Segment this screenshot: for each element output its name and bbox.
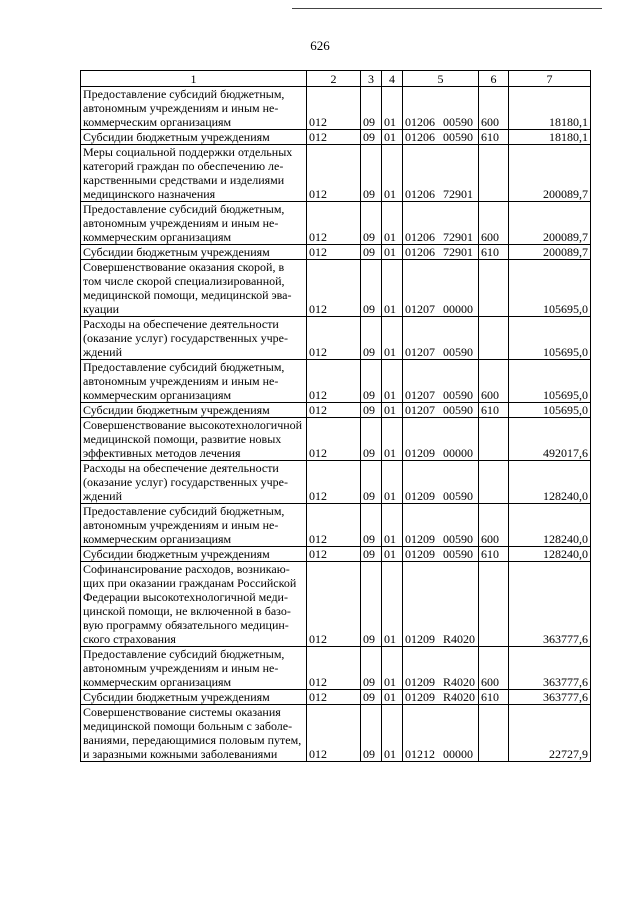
row-code-section: 09 xyxy=(361,418,382,461)
row-target-article xyxy=(403,145,479,202)
header-row xyxy=(81,71,591,87)
row-target-article xyxy=(403,647,479,690)
row-amount: 105695,0 xyxy=(509,360,591,403)
row-amount: 200089,7 xyxy=(509,145,591,202)
row-code-subsection: 01 xyxy=(382,705,403,762)
row-code-section: 09 xyxy=(361,461,382,504)
table-row xyxy=(81,403,591,418)
header-col-2: 2 xyxy=(307,71,361,87)
row-code-subsection: 01 xyxy=(382,202,403,245)
row-code-subsection: 01 xyxy=(382,317,403,360)
target-article-program: 01207 xyxy=(405,345,435,359)
row-expense-type: 600 xyxy=(479,360,509,403)
target-article-direction: 00000 xyxy=(443,747,473,761)
target-article-program: 01207 xyxy=(405,403,435,417)
row-code-ministry: 012 xyxy=(307,504,361,547)
row-code-subsection: 01 xyxy=(382,87,403,130)
target-article-direction: 00590 xyxy=(443,130,473,144)
target-article-direction: 00590 xyxy=(443,547,473,561)
row-amount: 18180,1 xyxy=(509,130,591,145)
target-article-program: 01206 xyxy=(405,230,435,244)
row-expense-type xyxy=(479,705,509,762)
row-code-subsection: 01 xyxy=(382,418,403,461)
row-description: Софинансирование расходов, возникающих при оказании гражданам Российской Федерации высокотехнологичной медицинской помощи, не включенной в базовую программу обязательного медицинского страхования xyxy=(81,562,307,647)
table-row xyxy=(81,504,591,547)
budget-table xyxy=(80,70,591,762)
row-target-article xyxy=(403,690,479,705)
row-amount: 22727,9 xyxy=(509,705,591,762)
row-code-section: 09 xyxy=(361,647,382,690)
row-expense-type: 610 xyxy=(479,690,509,705)
row-code-subsection: 01 xyxy=(382,562,403,647)
target-article-program: 01212 xyxy=(405,747,435,761)
target-article-direction: 72901 xyxy=(443,187,473,201)
row-amount: 105695,0 xyxy=(509,403,591,418)
table-row xyxy=(81,260,591,317)
row-code-section: 09 xyxy=(361,317,382,360)
row-description: Субсидии бюджетным учреждениям xyxy=(81,547,307,562)
row-amount: 128240,0 xyxy=(509,461,591,504)
row-amount: 492017,6 xyxy=(509,418,591,461)
top-rule xyxy=(292,8,602,9)
row-code-subsection: 01 xyxy=(382,145,403,202)
table-row xyxy=(81,690,591,705)
target-article-direction: 00590 xyxy=(443,403,473,417)
table-row xyxy=(81,461,591,504)
target-article-program: 01206 xyxy=(405,187,435,201)
row-expense-type xyxy=(479,317,509,360)
row-code-section: 09 xyxy=(361,705,382,762)
header-col-5: 5 xyxy=(403,71,479,87)
row-code-section: 09 xyxy=(361,403,382,418)
row-expense-type: 600 xyxy=(479,647,509,690)
row-code-subsection: 01 xyxy=(382,260,403,317)
table-row xyxy=(81,145,591,202)
row-expense-type: 600 xyxy=(479,87,509,130)
row-target-article xyxy=(403,504,479,547)
target-article-program: 01209 xyxy=(405,489,435,503)
header-col-6: 6 xyxy=(479,71,509,87)
row-code-ministry: 012 xyxy=(307,418,361,461)
row-target-article xyxy=(403,418,479,461)
row-amount: 200089,7 xyxy=(509,245,591,260)
target-article-program: 01209 xyxy=(405,675,435,689)
header-col-4: 4 xyxy=(382,71,403,87)
row-description: Субсидии бюджетным учреждениям xyxy=(81,245,307,260)
page-number: 626 xyxy=(310,38,330,53)
table-row xyxy=(81,245,591,260)
header-col-7: 7 xyxy=(509,71,591,87)
table-row xyxy=(81,547,591,562)
row-code-ministry: 012 xyxy=(307,360,361,403)
row-amount: 105695,0 xyxy=(509,260,591,317)
row-description: Предоставление субсидий бюджетным, автономным учреждениям и иным некоммерческим организациям xyxy=(81,87,307,130)
row-amount: 363777,6 xyxy=(509,690,591,705)
target-article-direction: 00590 xyxy=(443,115,473,129)
row-target-article xyxy=(403,705,479,762)
target-article-direction: R4020 xyxy=(443,632,476,646)
row-code-subsection: 01 xyxy=(382,403,403,418)
target-article-direction: 00590 xyxy=(443,345,473,359)
row-expense-type: 600 xyxy=(479,504,509,547)
row-amount: 105695,0 xyxy=(509,317,591,360)
row-expense-type xyxy=(479,418,509,461)
row-code-ministry: 012 xyxy=(307,145,361,202)
row-code-subsection: 01 xyxy=(382,461,403,504)
row-code-section: 09 xyxy=(361,547,382,562)
target-article-direction: 00590 xyxy=(443,388,473,402)
target-article-direction: R4020 xyxy=(443,675,476,689)
row-code-ministry: 012 xyxy=(307,260,361,317)
row-amount: 363777,6 xyxy=(509,562,591,647)
row-code-ministry: 012 xyxy=(307,130,361,145)
row-code-ministry: 012 xyxy=(307,317,361,360)
row-code-section: 09 xyxy=(361,202,382,245)
row-code-subsection: 01 xyxy=(382,130,403,145)
target-article-program: 01209 xyxy=(405,632,435,646)
target-article-direction: 00590 xyxy=(443,489,473,503)
row-code-subsection: 01 xyxy=(382,504,403,547)
row-description: Совершенствование высокотехнологичной медицинской помощи, развитие новых эффективных методов лечения xyxy=(81,418,307,461)
target-article-program: 01207 xyxy=(405,388,435,402)
row-description: Субсидии бюджетным учреждениям xyxy=(81,403,307,418)
target-article-program: 01206 xyxy=(405,115,435,129)
target-article-direction: R4020 xyxy=(443,690,476,704)
row-description: Совершенствование системы оказания медицинской помощи больным с заболеваниями, передающимися половым путем, и заразными кожными заболеваниями xyxy=(81,705,307,762)
target-article-direction: 00000 xyxy=(443,302,473,316)
target-article-program: 01209 xyxy=(405,532,435,546)
row-description: Меры социальной поддержки отдельных категорий граждан по обеспечению лекарственными средствами и изделиями медицинского назначения xyxy=(81,145,307,202)
row-code-subsection: 01 xyxy=(382,690,403,705)
row-code-ministry: 012 xyxy=(307,87,361,130)
row-target-article xyxy=(403,403,479,418)
row-target-article xyxy=(403,260,479,317)
row-description: Расходы на обеспечение деятельности (оказание услуг) государственных учреждений xyxy=(81,461,307,504)
table-row xyxy=(81,202,591,245)
row-target-article xyxy=(403,547,479,562)
target-article-program: 01206 xyxy=(405,245,435,259)
row-code-ministry: 012 xyxy=(307,403,361,418)
row-code-section: 09 xyxy=(361,690,382,705)
row-description: Предоставление субсидий бюджетным, автономным учреждениям и иным некоммерческим организациям xyxy=(81,360,307,403)
row-amount: 200089,7 xyxy=(509,202,591,245)
header-col-1: 1 xyxy=(81,71,307,87)
row-code-ministry: 012 xyxy=(307,202,361,245)
row-code-ministry: 012 xyxy=(307,705,361,762)
row-code-section: 09 xyxy=(361,360,382,403)
row-code-section: 09 xyxy=(361,562,382,647)
row-description: Субсидии бюджетным учреждениям xyxy=(81,690,307,705)
row-code-subsection: 01 xyxy=(382,647,403,690)
row-target-article xyxy=(403,87,479,130)
row-description: Совершенствование оказания скорой, в том числе скорой специализированной, медицинской помощи, медицинской эвакуации xyxy=(81,260,307,317)
row-expense-type: 610 xyxy=(479,130,509,145)
row-code-section: 09 xyxy=(361,260,382,317)
table-row xyxy=(81,562,591,647)
row-code-ministry: 012 xyxy=(307,647,361,690)
row-target-article xyxy=(403,562,479,647)
row-code-subsection: 01 xyxy=(382,245,403,260)
target-article-direction: 72901 xyxy=(443,245,473,259)
target-article-direction: 00590 xyxy=(443,532,473,546)
row-amount: 18180,1 xyxy=(509,87,591,130)
table-row xyxy=(81,360,591,403)
row-code-section: 09 xyxy=(361,130,382,145)
row-target-article xyxy=(403,130,479,145)
target-article-direction: 72901 xyxy=(443,230,473,244)
table-row xyxy=(81,647,591,690)
header-col-3: 3 xyxy=(361,71,382,87)
row-description: Предоставление субсидий бюджетным, автономным учреждениям и иным некоммерческим организациям xyxy=(81,504,307,547)
row-code-section: 09 xyxy=(361,87,382,130)
row-code-section: 09 xyxy=(361,145,382,202)
row-target-article xyxy=(403,360,479,403)
row-code-ministry: 012 xyxy=(307,245,361,260)
row-target-article xyxy=(403,245,479,260)
table-row xyxy=(81,705,591,762)
row-code-section: 09 xyxy=(361,245,382,260)
row-target-article xyxy=(403,202,479,245)
row-description: Предоставление субсидий бюджетным, автономным учреждениям и иным некоммерческим организациям xyxy=(81,647,307,690)
row-target-article xyxy=(403,317,479,360)
row-expense-type: 610 xyxy=(479,245,509,260)
row-code-ministry: 012 xyxy=(307,547,361,562)
target-article-program: 01206 xyxy=(405,130,435,144)
row-expense-type: 600 xyxy=(479,202,509,245)
row-code-subsection: 01 xyxy=(382,547,403,562)
row-amount: 128240,0 xyxy=(509,504,591,547)
target-article-program: 01209 xyxy=(405,446,435,460)
row-description: Субсидии бюджетным учреждениям xyxy=(81,130,307,145)
row-description: Расходы на обеспечение деятельности (оказание услуг) государственных учреждений xyxy=(81,317,307,360)
row-code-section: 09 xyxy=(361,504,382,547)
table-row xyxy=(81,130,591,145)
row-code-subsection: 01 xyxy=(382,360,403,403)
target-article-program: 01209 xyxy=(405,547,435,561)
target-article-direction: 00000 xyxy=(443,446,473,460)
target-article-program: 01207 xyxy=(405,302,435,316)
row-amount: 363777,6 xyxy=(509,647,591,690)
row-expense-type xyxy=(479,461,509,504)
row-code-ministry: 012 xyxy=(307,562,361,647)
table-row xyxy=(81,317,591,360)
row-expense-type xyxy=(479,562,509,647)
row-amount: 128240,0 xyxy=(509,547,591,562)
row-expense-type: 610 xyxy=(479,547,509,562)
row-expense-type xyxy=(479,260,509,317)
row-code-ministry: 012 xyxy=(307,461,361,504)
table-row xyxy=(81,418,591,461)
row-code-ministry: 012 xyxy=(307,690,361,705)
row-expense-type xyxy=(479,145,509,202)
row-target-article xyxy=(403,461,479,504)
table-row xyxy=(81,87,591,130)
row-description: Предоставление субсидий бюджетным, автономным учреждениям и иным некоммерческим организациям xyxy=(81,202,307,245)
row-expense-type: 610 xyxy=(479,403,509,418)
target-article-program: 01209 xyxy=(405,690,435,704)
